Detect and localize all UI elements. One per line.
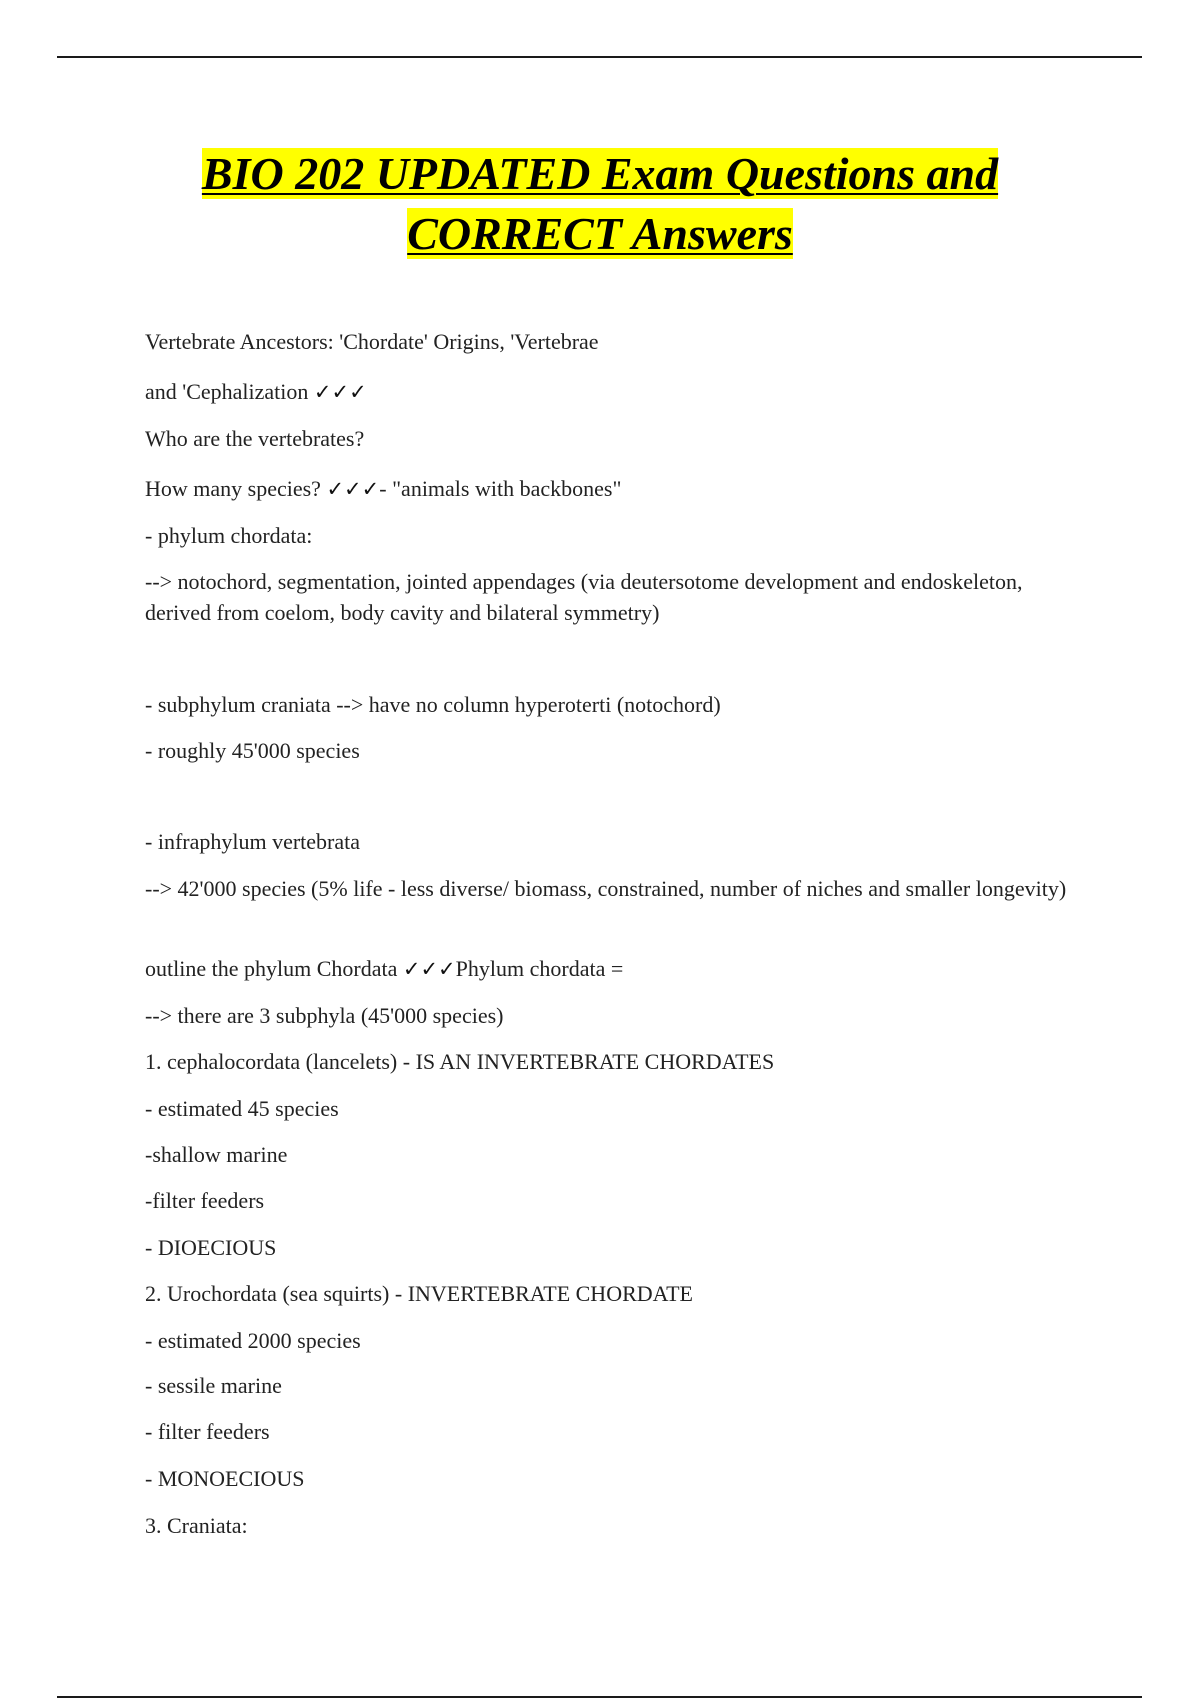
text-line: -shallow marine <box>145 1142 288 1167</box>
text-line <box>145 473 1075 505</box>
text-line: -filter feeders <box>145 1188 265 1213</box>
text-line: - subphylum craniata --> have no column hyperoterti (notochord) <box>145 692 721 717</box>
text-line: - filter feeders <box>145 1419 270 1444</box>
text-line: - roughly 45'000 species <box>145 738 360 763</box>
text-line: 1. cephalocordata (lancelets) - IS AN INVERTEBRATE CHORDATES <box>145 1049 775 1074</box>
title-line-2: CORRECT Answers <box>407 208 793 259</box>
text-line: - phylum chordata: <box>145 523 313 548</box>
text-segment: outline the phylum Chordata <box>145 956 403 981</box>
checkmark-icon: ✓✓✓ <box>402 957 456 981</box>
text-line: --> notochord, segmentation, jointed appendages (via deutersotome development and endoskeleton, derived from coelom, body cavity and bilateral symmetry) <box>145 569 1023 625</box>
text-line: - MONOECIOUS <box>145 1466 305 1491</box>
text-line <box>145 376 1075 408</box>
text-line: - DIOECIOUS <box>145 1235 277 1260</box>
text-line: --> there are 3 subphyla (45'000 species) <box>145 1003 504 1028</box>
checkmark-icon: ✓✓✓ <box>313 380 367 404</box>
text-line: - infraphylum vertebrata <box>145 829 361 854</box>
header-rule <box>57 56 1142 58</box>
text-line: Who are the vertebrates? <box>145 426 365 451</box>
text-line: 2. Urochordata (sea squirts) - INVERTEBRATE CHORDATE <box>145 1281 693 1306</box>
text-line: --> 42'000 species (5% life - less diverse/ biomass, constrained, number of niches and smaller longevity) <box>145 876 1067 901</box>
document-title <box>100 144 1100 264</box>
text-segment: Phylum chordata = <box>455 956 624 981</box>
text-segment: - "animals with backbones" <box>379 476 622 501</box>
text-line: - estimated 45 species <box>145 1096 339 1121</box>
text-line <box>145 953 1075 985</box>
checkmark-icon: ✓✓✓ <box>326 477 380 501</box>
text-line: Vertebrate Ancestors: 'Chordate' Origins, 'Vertebrae <box>145 329 599 354</box>
text-line: - estimated 2000 species <box>145 1328 361 1353</box>
text-line: - sessile marine <box>145 1373 282 1398</box>
footer-rule <box>57 1696 1142 1698</box>
text-segment: and 'Cephalization <box>145 379 314 404</box>
text-line: 3. Craniata: <box>145 1513 248 1538</box>
title-line-1: BIO 202 UPDATED Exam Questions and <box>201 148 999 199</box>
text-segment: How many species? <box>145 476 327 501</box>
